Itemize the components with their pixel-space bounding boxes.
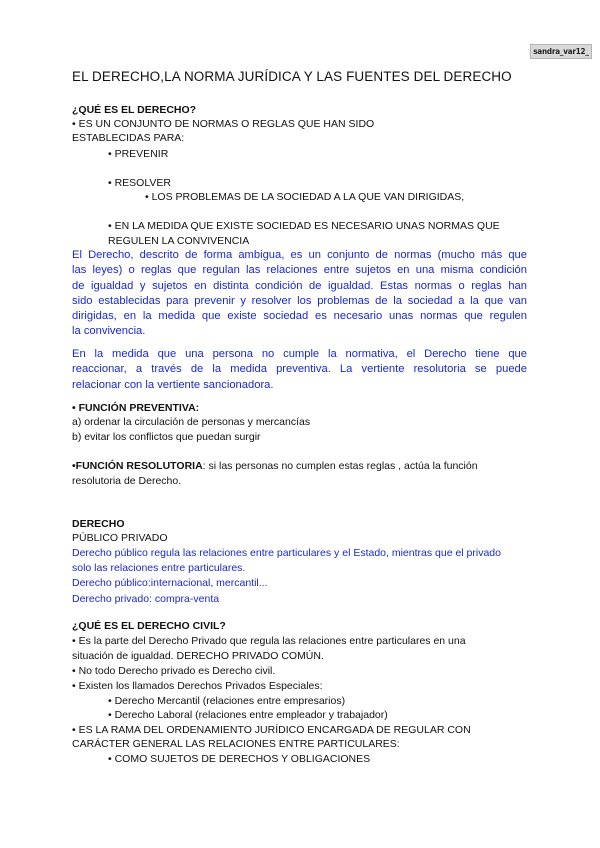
text-line: ESTABLECIDAS PARA: — [72, 132, 185, 144]
bullet-problemas: • LOS PROBLEMAS DE LA SOCIEDAD A LA QUE VAN DIRIGIDAS, — [145, 191, 465, 203]
paragraph-line: dirigidas, en la medida que existe sociedad es necesario unas normas que regulen — [72, 310, 527, 323]
section-heading-resolutoria: •FUNCIÓN RESOLUTORIA — [72, 460, 203, 472]
bullet-line: • No todo Derecho privado es Derecho civil. — [72, 665, 276, 677]
watermark-badge: sandra_var12_ — [530, 44, 592, 59]
blue-note: Derecho público:internacional, mercantil... — [72, 577, 268, 589]
bullet-line: • Es la parte del Derecho Privado que regula las relaciones entre particulares en una — [72, 635, 466, 647]
bullet-prevenir: • PREVENIR — [108, 148, 169, 160]
paragraph-line: las leyes) o reglas que regulan las relaciones entre sujetos en una misma condición — [72, 264, 527, 277]
paragraph-line: la convivencia. — [72, 325, 146, 338]
blue-note: solo las relaciones entre particulares. — [72, 562, 246, 574]
resolutoria-text: : si las personas no cumplen estas reglas , actúa la función — [202, 460, 478, 472]
section-heading-preventiva: • FUNCIÓN PREVENTIVA: — [72, 402, 200, 414]
paragraph-line: de igualdad y sujetos en distinta condición de igualdad. Estas normas o reglas han — [72, 279, 527, 292]
paragraph-line: El Derecho, descrito de forma ambigua, es un conjunto de normas (mucho más que — [72, 249, 527, 261]
paragraph-definicion — [72, 248, 527, 340]
text-line: REGULEN LA CONVIVENCIA — [108, 235, 250, 247]
bullet-laboral: • Derecho Laboral (relaciones entre empleador y trabajador) — [108, 709, 388, 721]
bullet-medida: • EN LA MEDIDA QUE EXISTE SOCIEDAD ES NECESARIO UNAS NORMAS QUE — [108, 220, 500, 232]
subheading: PÚBLICO PRIVADO — [72, 532, 168, 544]
section-heading-civil: ¿QUÉ ES EL DERECHO CIVIL? — [72, 620, 226, 632]
text-line: resolutoria de Derecho. — [72, 475, 182, 487]
bullet-mercantil: • Derecho Mercantil (relaciones entre empresarios) — [108, 695, 346, 707]
paragraph-line: En la medida que una persona no cumple la normativa, el Derecho tiene que — [72, 348, 527, 360]
paragraph-line: reaccionar, a través de la medida preventiva. La vertiente resolutoria se puede — [72, 363, 527, 376]
section-heading-derecho-tipos: DERECHO — [72, 518, 125, 530]
blue-note: Derecho público regula las relaciones entre particulares y el Estado, mientras que el privado — [72, 547, 501, 559]
text-line: situación de igualdad. DERECHO PRIVADO COMÚN. — [72, 650, 324, 662]
page-title: EL DERECHO,LA NORMA JURÍDICA Y LAS FUENTES DEL DERECHO — [72, 69, 512, 84]
list-item: b) evitar los conflictos que puedan surgir — [72, 431, 261, 443]
section-heading-derecho: ¿QUÉ ES EL DERECHO? — [72, 104, 197, 116]
text-line: CARÁCTER GENERAL LAS RELACIONES ENTRE PARTICULARES: — [72, 738, 400, 750]
resolutoria-line — [72, 459, 478, 473]
bullet-sujetos: • COMO SUJETOS DE DERECHOS Y OBLIGACIONES — [108, 753, 371, 765]
list-item: a) ordenar la circulación de personas y mercancías — [72, 416, 311, 428]
bullet-line: • Existen los llamados Derechos Privados Especiales: — [72, 680, 323, 692]
paragraph-line: sido establecidas para prevenir y resolver los problemas de la sociedad a la que van — [72, 294, 527, 307]
paragraph-normativa — [72, 347, 527, 393]
bullet-line: • ES LA RAMA DEL ORDENAMIENTO JURÍDICO ENCARGADA DE REGULAR CON — [72, 724, 471, 736]
bullet-line: • ES UN CONJUNTO DE NORMAS O REGLAS QUE HAN SIDO — [72, 118, 375, 130]
paragraph-line: relacionar con la vertiente sancionadora. — [72, 378, 274, 391]
blue-note: Derecho privado: compra-venta — [72, 593, 220, 605]
bullet-resolver: • RESOLVER — [108, 177, 171, 189]
